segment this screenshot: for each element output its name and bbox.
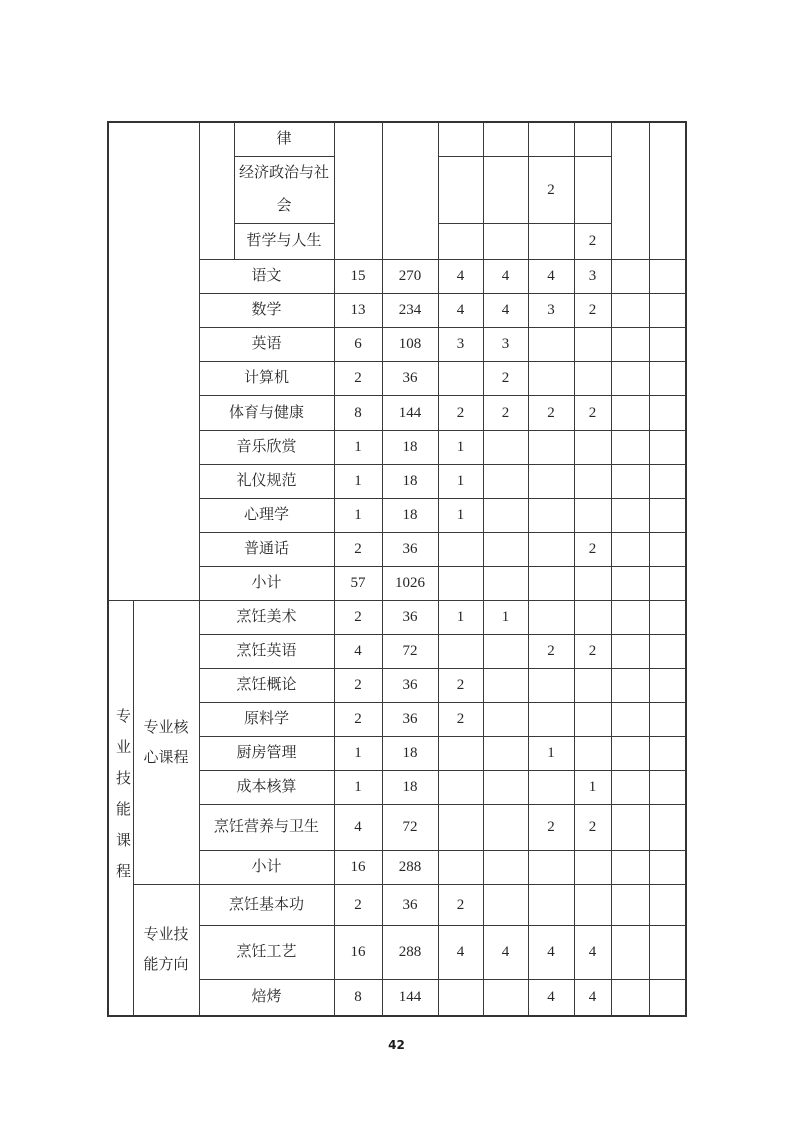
subject-cell: 烹饪工艺 xyxy=(199,926,334,980)
extra-cell xyxy=(611,328,649,362)
extra-cell xyxy=(649,396,686,431)
sem3-cell: 4 xyxy=(528,926,574,980)
extra-cell xyxy=(649,926,686,980)
hours-cell: 1026 xyxy=(382,567,438,601)
sem1-cell: 1 xyxy=(438,431,483,465)
extra-cell xyxy=(611,885,649,926)
sem4-cell: 2 xyxy=(574,805,611,851)
credits-cell: 6 xyxy=(334,328,382,362)
extra-cell xyxy=(649,533,686,567)
extra-cell xyxy=(611,362,649,396)
sem4-cell: 4 xyxy=(574,926,611,980)
sem2-cell xyxy=(483,499,528,533)
sem1-cell xyxy=(438,533,483,567)
core-category-label: 专业核心课程 xyxy=(143,719,189,766)
extra-cell xyxy=(649,771,686,805)
hours-cell: 144 xyxy=(382,980,438,1016)
sem3-cell xyxy=(528,669,574,703)
sem2-cell xyxy=(483,703,528,737)
sem1-cell xyxy=(438,851,483,885)
sem1-cell: 4 xyxy=(438,926,483,980)
extra-cell xyxy=(649,499,686,533)
hours-cell: 72 xyxy=(382,805,438,851)
category-skill-direction xyxy=(133,885,199,1016)
sem2-cell xyxy=(483,157,528,224)
sem1-cell xyxy=(438,635,483,669)
extra-cell xyxy=(611,122,649,260)
sem4-cell xyxy=(574,885,611,926)
credits-cell: 16 xyxy=(334,851,382,885)
extra-cell xyxy=(611,737,649,771)
subtotal-cell: 小计 xyxy=(199,567,334,601)
sem1-cell xyxy=(438,157,483,224)
sem3-cell: 2 xyxy=(528,157,574,224)
sem3-cell xyxy=(528,885,574,926)
extra-cell xyxy=(649,703,686,737)
subject-cell: 经济政治与社会 xyxy=(234,157,334,224)
credits-cell: 1 xyxy=(334,465,382,499)
extra-cell xyxy=(611,703,649,737)
sem1-cell: 1 xyxy=(438,601,483,635)
sem4-cell xyxy=(574,122,611,157)
sem1-cell xyxy=(438,224,483,260)
sem3-cell xyxy=(528,567,574,601)
credits-cell: 2 xyxy=(334,533,382,567)
subject-cell: 烹饪美术 xyxy=(199,601,334,635)
extra-cell xyxy=(611,533,649,567)
subject-cell: 哲学与人生 xyxy=(234,224,334,260)
extra-cell xyxy=(611,601,649,635)
credits-cell: 2 xyxy=(334,601,382,635)
sem4-cell: 1 xyxy=(574,771,611,805)
hours-cell: 18 xyxy=(382,431,438,465)
sem3-cell: 2 xyxy=(528,635,574,669)
subject-cell: 英语 xyxy=(199,328,334,362)
extra-cell xyxy=(611,805,649,851)
extra-cell xyxy=(649,294,686,328)
sem2-cell: 2 xyxy=(483,396,528,431)
extra-cell xyxy=(649,431,686,465)
sem3-cell xyxy=(528,533,574,567)
vertical-category-label: 专业技能课程 xyxy=(114,708,130,895)
sem3-cell xyxy=(528,499,574,533)
extra-cell xyxy=(649,362,686,396)
hours-cell: 18 xyxy=(382,499,438,533)
empty-subcategory-cell xyxy=(199,122,234,260)
credits-cell: 4 xyxy=(334,805,382,851)
sem1-cell xyxy=(438,771,483,805)
sem1-cell: 2 xyxy=(438,669,483,703)
subject-cell: 礼仪规范 xyxy=(199,465,334,499)
extra-cell xyxy=(649,737,686,771)
sem4-cell: 2 xyxy=(574,396,611,431)
extra-cell xyxy=(649,635,686,669)
extra-cell xyxy=(649,980,686,1016)
sem1-cell: 4 xyxy=(438,260,483,294)
hours-cell: 18 xyxy=(382,737,438,771)
extra-cell xyxy=(611,396,649,431)
credits-cell: 1 xyxy=(334,431,382,465)
sem3-cell xyxy=(528,431,574,465)
hours-cell: 234 xyxy=(382,294,438,328)
sem2-cell xyxy=(483,635,528,669)
sem2-cell: 3 xyxy=(483,328,528,362)
hours-cell: 18 xyxy=(382,465,438,499)
credits-cell: 1 xyxy=(334,771,382,805)
subject-cell: 焙烤 xyxy=(199,980,334,1016)
sem3-cell xyxy=(528,465,574,499)
subject-cell: 数学 xyxy=(199,294,334,328)
sem2-cell xyxy=(483,669,528,703)
credits-cell xyxy=(334,122,382,260)
hours-cell: 36 xyxy=(382,703,438,737)
credits-cell: 2 xyxy=(334,669,382,703)
sem1-cell xyxy=(438,567,483,601)
sem2-cell xyxy=(483,431,528,465)
sem4-cell: 2 xyxy=(574,635,611,669)
extra-cell xyxy=(649,805,686,851)
extra-cell xyxy=(649,122,686,260)
sem2-cell xyxy=(483,980,528,1016)
hours-cell xyxy=(382,122,438,260)
sem2-cell: 4 xyxy=(483,260,528,294)
extra-cell xyxy=(649,851,686,885)
direction-category-label: 专业技能方向 xyxy=(143,926,189,973)
sem3-cell: 2 xyxy=(528,805,574,851)
sem4-cell xyxy=(574,703,611,737)
sem3-cell: 1 xyxy=(528,737,574,771)
credits-cell: 2 xyxy=(334,362,382,396)
sem4-cell xyxy=(574,362,611,396)
sem3-cell xyxy=(528,851,574,885)
sem3-cell xyxy=(528,224,574,260)
extra-cell xyxy=(649,885,686,926)
sem2-cell xyxy=(483,851,528,885)
sem4-cell xyxy=(574,669,611,703)
credits-cell: 8 xyxy=(334,980,382,1016)
sem2-cell: 1 xyxy=(483,601,528,635)
hours-cell: 288 xyxy=(382,851,438,885)
sem3-cell xyxy=(528,601,574,635)
subject-cell: 体育与健康 xyxy=(199,396,334,431)
extra-cell xyxy=(649,669,686,703)
credits-cell: 8 xyxy=(334,396,382,431)
sem2-cell: 4 xyxy=(483,294,528,328)
sem2-cell: 2 xyxy=(483,362,528,396)
credits-cell: 1 xyxy=(334,499,382,533)
extra-cell xyxy=(649,260,686,294)
sem1-cell xyxy=(438,980,483,1016)
sem3-cell xyxy=(528,362,574,396)
extra-cell xyxy=(611,771,649,805)
hours-cell: 36 xyxy=(382,601,438,635)
sem1-cell xyxy=(438,122,483,157)
extra-cell xyxy=(611,499,649,533)
sem1-cell xyxy=(438,737,483,771)
credits-cell: 13 xyxy=(334,294,382,328)
extra-cell xyxy=(649,601,686,635)
subject-cell: 成本核算 xyxy=(199,771,334,805)
hours-cell: 36 xyxy=(382,362,438,396)
sem3-cell: 2 xyxy=(528,396,574,431)
sem3-cell xyxy=(528,703,574,737)
subject-cell: 音乐欣赏 xyxy=(199,431,334,465)
credits-cell: 1 xyxy=(334,737,382,771)
sem3-cell xyxy=(528,771,574,805)
subject-cell: 烹饪概论 xyxy=(199,669,334,703)
subtotal-cell: 小计 xyxy=(199,851,334,885)
sem3-cell: 3 xyxy=(528,294,574,328)
sem1-cell: 1 xyxy=(438,499,483,533)
sem2-cell: 4 xyxy=(483,926,528,980)
extra-cell xyxy=(649,328,686,362)
extra-cell xyxy=(611,980,649,1016)
extra-cell xyxy=(649,567,686,601)
sem4-cell xyxy=(574,499,611,533)
extra-cell xyxy=(611,669,649,703)
sem2-cell xyxy=(483,224,528,260)
sem4-cell xyxy=(574,465,611,499)
extra-cell xyxy=(611,260,649,294)
sem4-cell: 4 xyxy=(574,980,611,1016)
credits-cell: 2 xyxy=(334,885,382,926)
credits-cell: 15 xyxy=(334,260,382,294)
subject-cell: 心理学 xyxy=(199,499,334,533)
sem4-cell xyxy=(574,601,611,635)
extra-cell xyxy=(611,851,649,885)
sem2-cell xyxy=(483,771,528,805)
extra-cell xyxy=(611,635,649,669)
credits-cell: 2 xyxy=(334,703,382,737)
credits-cell: 16 xyxy=(334,926,382,980)
hours-cell: 288 xyxy=(382,926,438,980)
sem3-cell xyxy=(528,328,574,362)
sem4-cell: 2 xyxy=(574,294,611,328)
sem1-cell xyxy=(438,805,483,851)
extra-cell xyxy=(611,567,649,601)
category-core-courses xyxy=(133,601,199,885)
hours-cell: 72 xyxy=(382,635,438,669)
empty-category-cell xyxy=(108,122,199,601)
page-number: 42 xyxy=(388,1038,405,1052)
subject-cell: 原料学 xyxy=(199,703,334,737)
sem2-cell xyxy=(483,805,528,851)
sem1-cell xyxy=(438,362,483,396)
subject-cell: 烹饪营养与卫生 xyxy=(199,805,334,851)
sem4-cell: 2 xyxy=(574,533,611,567)
subject-cell: 烹饪基本功 xyxy=(199,885,334,926)
sem2-cell xyxy=(483,885,528,926)
sem4-cell xyxy=(574,737,611,771)
credits-cell: 57 xyxy=(334,567,382,601)
sem4-cell xyxy=(574,328,611,362)
sem3-cell xyxy=(528,122,574,157)
sem3-cell: 4 xyxy=(528,260,574,294)
credits-cell: 4 xyxy=(334,635,382,669)
sem4-cell: 3 xyxy=(574,260,611,294)
subject-cell: 语文 xyxy=(199,260,334,294)
hours-cell: 144 xyxy=(382,396,438,431)
subject-cell: 厨房管理 xyxy=(199,737,334,771)
sem2-cell xyxy=(483,122,528,157)
extra-cell xyxy=(611,465,649,499)
sem4-cell xyxy=(574,851,611,885)
sem2-cell xyxy=(483,465,528,499)
sem1-cell: 2 xyxy=(438,703,483,737)
hours-cell: 36 xyxy=(382,885,438,926)
extra-cell xyxy=(611,294,649,328)
extra-cell xyxy=(649,465,686,499)
sem3-cell: 4 xyxy=(528,980,574,1016)
sem2-cell xyxy=(483,737,528,771)
subject-cell: 烹饪英语 xyxy=(199,635,334,669)
subject-cell: 计算机 xyxy=(199,362,334,396)
hours-cell: 18 xyxy=(382,771,438,805)
sem1-cell: 3 xyxy=(438,328,483,362)
sem4-cell: 2 xyxy=(574,224,611,260)
curriculum-table xyxy=(107,121,687,1017)
hours-cell: 36 xyxy=(382,533,438,567)
extra-cell xyxy=(611,431,649,465)
sem4-cell xyxy=(574,157,611,224)
sem1-cell: 2 xyxy=(438,396,483,431)
sem1-cell: 4 xyxy=(438,294,483,328)
subject-cell: 律 xyxy=(234,122,334,157)
subject-cell: 普通话 xyxy=(199,533,334,567)
sem4-cell xyxy=(574,431,611,465)
sem4-cell xyxy=(574,567,611,601)
sem1-cell: 1 xyxy=(438,465,483,499)
hours-cell: 270 xyxy=(382,260,438,294)
hours-cell: 36 xyxy=(382,669,438,703)
extra-cell xyxy=(611,926,649,980)
category-skill-courses xyxy=(108,601,133,1016)
sem2-cell xyxy=(483,567,528,601)
hours-cell: 108 xyxy=(382,328,438,362)
sem1-cell: 2 xyxy=(438,885,483,926)
sem2-cell xyxy=(483,533,528,567)
